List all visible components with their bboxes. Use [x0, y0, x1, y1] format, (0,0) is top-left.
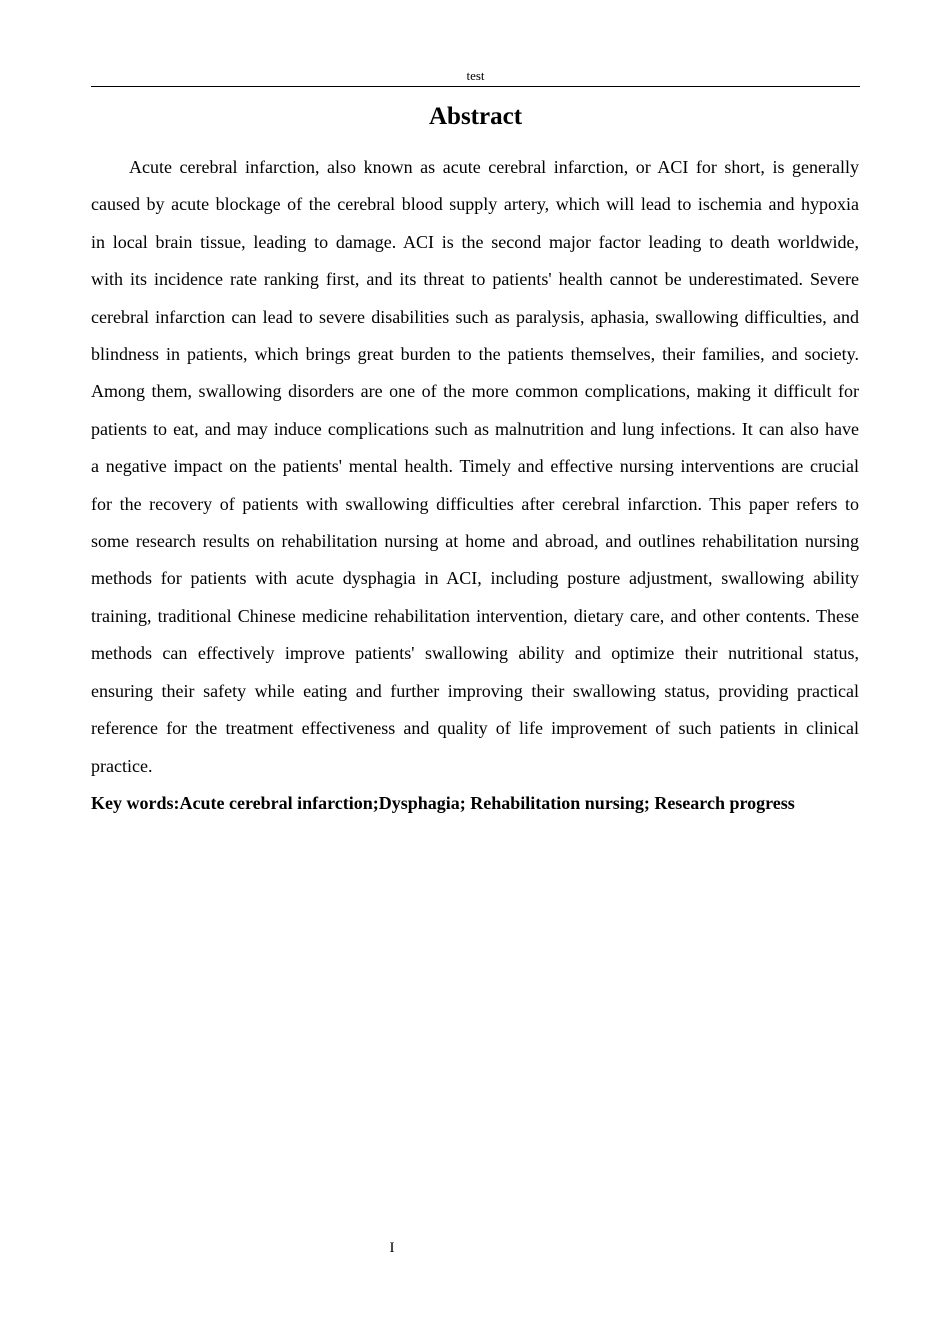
keywords-line: Key words:Acute cerebral infarction;Dysphagia; Rehabilitation nursing; Research progress: [91, 792, 795, 813]
abstract-content: [91, 149, 859, 822]
header-divider: [91, 86, 860, 87]
running-header: test: [466, 68, 485, 83]
abstract-title: Abstract: [428, 103, 523, 130]
page-number: I: [389, 1240, 395, 1256]
abstract-paragraph: Acute cerebral infarction, also known as acute cerebral infarction, or ACI for short, is generally caused by acute blockage of the cerebral blood supply artery, which will lead to ischemia and hypoxia in local brain tissue, leading to damage. ACI is the second major factor leading to death worldwide, with its incidence rate ranking first, and its threat to patients' health cannot be underestimated. Severe cerebral infarction can lead to severe disabilities such as paralysis, aphasia, swallowing difficulties, and blindness in patients, which brings great burden to the patients themselves, their families, and society. Among them, swallowing disorders are one of the more common complications, making it difficult for patients to eat, and may induce complications such as malnutrition and lung infections. It can also have a negative impact on the patients' mental health. Timely and effective nursing interventions are crucial for the recovery of patients with swallowing difficulties after cerebral infarction. This paper refers to some research results on rehabilitation nursing at home and abroad, and outlines rehabilitation nursing methods for patients with acute dysphagia in ACI, including posture adjustment, swallowing ability training, traditional Chinese medicine rehabilitation intervention, dietary care, and other contents. These methods can effectively improve patients' swallowing ability and optimize their nutritional status, ensuring their safety while eating and further improving their swallowing status, providing practical reference for the treatment effectiveness and quality of life improvement of such patients in clinical practice.: [91, 157, 859, 776]
